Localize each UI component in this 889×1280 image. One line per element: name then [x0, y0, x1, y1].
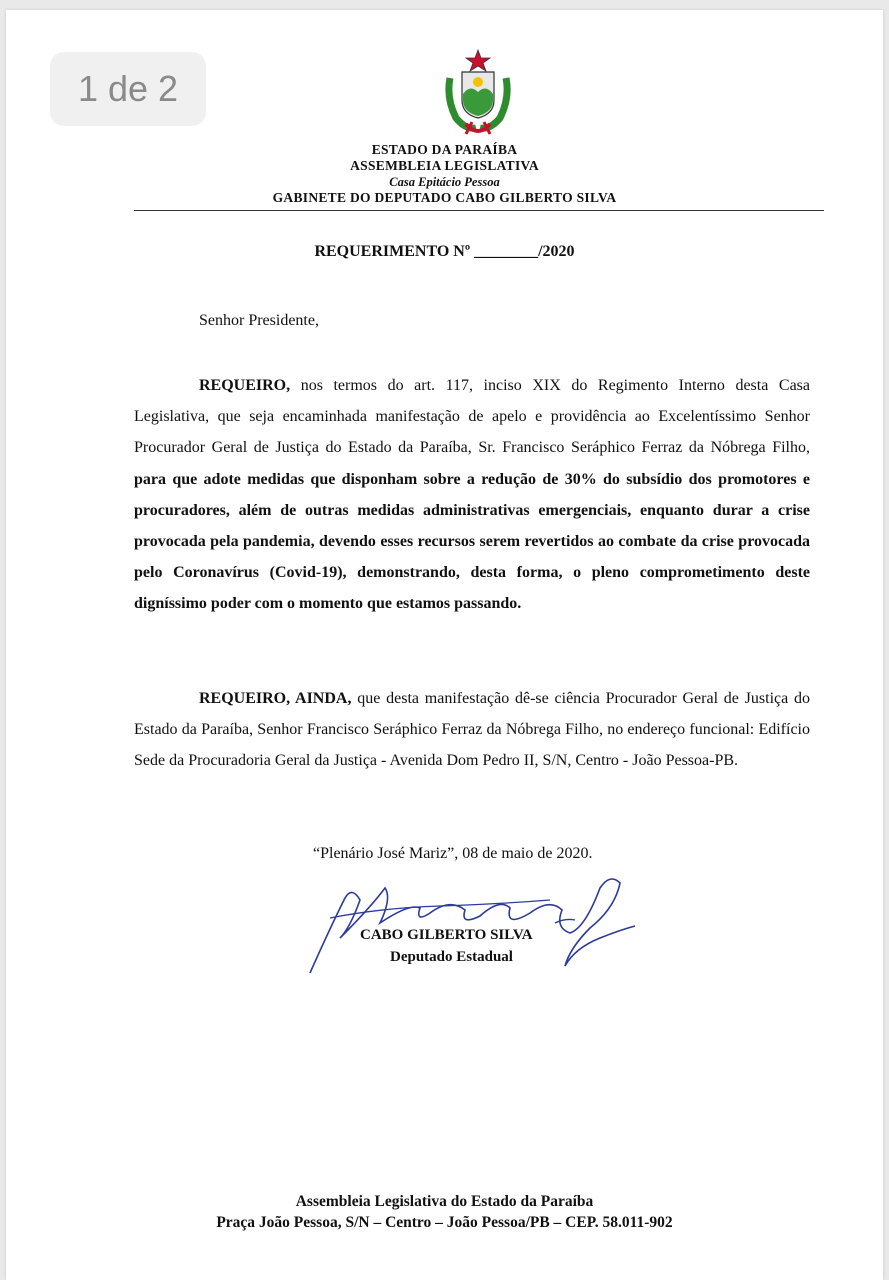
- paragraph-request-lead: REQUEIRO,: [199, 377, 291, 394]
- page-indicator-badge: 1 de 2: [50, 52, 206, 126]
- signer-name: CABO GILBERTO SILVA: [360, 927, 533, 943]
- paragraph-additional-text: que desta manifestação dê-se ciência Procurador Geral de Justiça do Estado da Paraíba, Senhor Francisco Seráphico Ferraz da Nóbrega Filho, no endereço funcional: Edifício Sede da Procuradoria Geral da Justiça - Avenida Dom Pedro II, S/N, Centro - João Pessoa-PB.: [134, 690, 811, 770]
- paragraph-request-text: nos termos do art. 117, inciso XIX do Regimento Interno desta Casa Legislativa, que seja encaminhada manifestação de apelo e providência ao Excelentíssimo Senhor Procurador Geral de Justiça do Estado da Paraíba, Sr. Francisco Seráphico Ferraz da Nóbrega Filho,: [134, 377, 810, 457]
- signer-role: Deputado Estadual: [390, 949, 513, 965]
- document-header: [0, 142, 889, 206]
- state-coat-of-arms-icon: [436, 48, 520, 138]
- paragraph-request-emphasis: para que adote medidas que disponham sobre a redução de 30% do subsídio dos promotores e procuradores, além de outras medidas administrativas emergenciais, enquanto durar a crise provocada pela pandemia, devendo esses recursos serem revertidos ao combate da crise provocada pelo Coronavírus (Covid-19), demonstrando, desta forma, o pleno comprometimento deste digníssimo poder com o momento que estamos passando.: [134, 470, 810, 613]
- document-title: REQUERIMENTO Nº ________/2020: [314, 243, 575, 260]
- paragraph-additional-lead: REQUEIRO, AINDA,: [199, 690, 352, 707]
- header-house: Casa Epitácio Pessoa: [389, 175, 500, 189]
- paragraph-request-additional: [134, 683, 810, 777]
- document-footer: [0, 1191, 889, 1233]
- header-state: ESTADO DA PARAÍBA: [371, 142, 518, 157]
- header-assembly: ASSEMBLEIA LEGISLATIVA: [350, 158, 539, 173]
- place-and-date: “Plenário José Mariz”, 08 de maio de 2020.: [313, 845, 593, 862]
- footer-institution: Assembleia Legislativa do Estado da Paraíba: [295, 1193, 594, 1210]
- header-divider: [134, 210, 824, 211]
- footer-address: Praça João Pessoa, S/N – Centro – João Pessoa/PB – CEP. 58.011-902: [216, 1214, 673, 1231]
- header-office: GABINETE DO DEPUTADO CABO GILBERTO SILVA: [272, 190, 617, 205]
- salutation: Senhor Presidente,: [199, 312, 319, 329]
- paragraph-request: [134, 370, 810, 620]
